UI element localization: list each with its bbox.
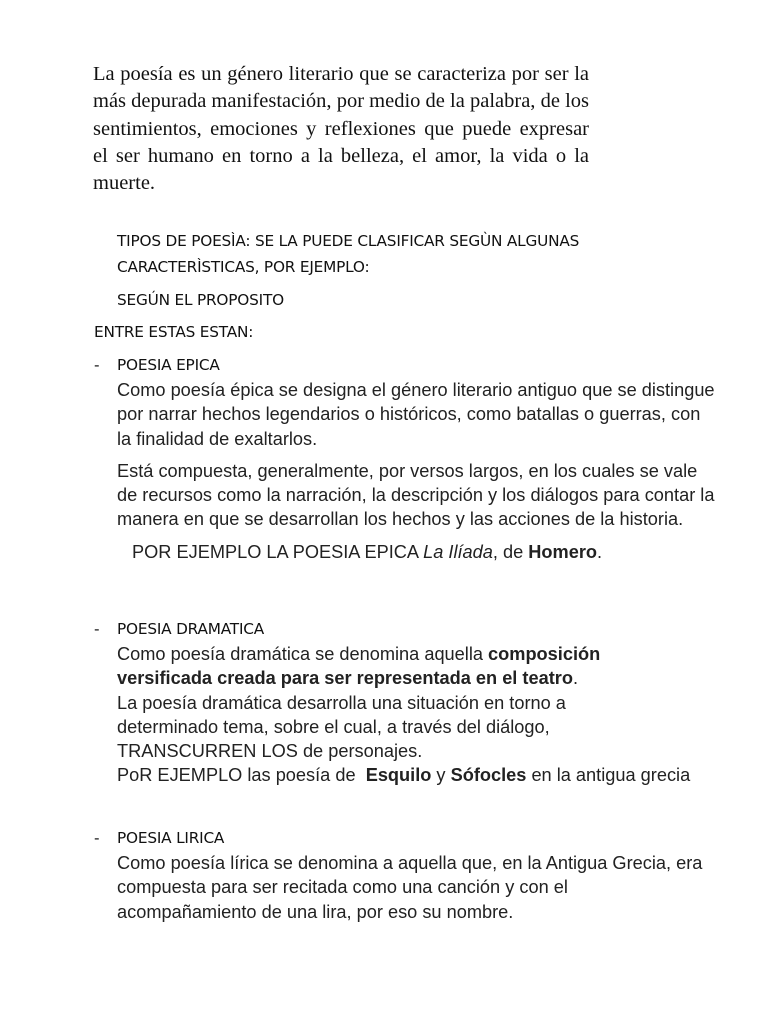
dramatica-p1-prefix: Como poesía dramática se denomina aquella [117, 644, 489, 664]
epica-example-work: La Ilíada [423, 541, 493, 562]
epica-heading: POESIA EPICA [117, 356, 220, 374]
bullet-dash: - [94, 356, 100, 374]
dramatica-p1-bold: composición versificada creada para ser representada en el teatro [117, 644, 601, 689]
epica-paragraph-2: Está compuesta, generalmente, por versos largos, en los cuales se vale de recursos como la narración, la descripción y los diálogos para contar la manera en que se desarrollan los hechos y las acciones de la historia. [117, 460, 715, 530]
section-dramatica [117, 616, 737, 788]
bullet-dash: - [94, 620, 100, 638]
bullet-dash: - [94, 829, 100, 847]
section-lirica [117, 825, 737, 924]
proposito-heading: SEGÚN EL PROPOSITO [117, 291, 284, 309]
epica-example-sep: , de [492, 541, 529, 562]
intro-paragraph: La poesía es un género literario que se caracteriza por ser la más depurada manifestación, por medio de la palabra, de los sentimientos, emociones y reflexiones que puede expresar el ser humano en torno a la belleza, el amor, la vida o la muerte. [93, 63, 589, 195]
epica-example-prefix: POR EJEMPLO LA POESIA EPICA [132, 541, 424, 562]
dramatica-p3-author-2: Sófocles [450, 765, 527, 786]
dramatica-heading: POESIA DRAMATICA [117, 620, 265, 638]
dramatica-p3-author-1: Esquilo [365, 765, 432, 786]
dramatica-p3-prefix: PoR EJEMPLO las poesía de [117, 765, 366, 786]
lirica-paragraph-1: Como poesía lírica se denomina a aquella que, en la Antigua Grecia, era compuesta para ser recitada como una canción y con el acompañamiento de una lira, por eso su nombre. [117, 853, 703, 922]
dramatica-paragraph-3 [117, 763, 707, 787]
section-epica [117, 352, 737, 564]
tipos-line-2: CARACTERÌSTICAS, POR EJEMPLO: [117, 258, 370, 276]
epica-paragraph-1: Como poesía épica se designa el género literario antiguo que se distingue por narrar hechos legendarios o históricos, como batallas o guerras, con la finalidad de exaltarlos. [117, 380, 715, 449]
epica-example-author: Homero [528, 541, 598, 562]
dramatica-paragraph-1 [117, 642, 662, 691]
tipos-line-1: TIPOS DE POESÌA: SE LA PUEDE CLASIFICAR SEGÙN ALGUNAS [117, 232, 580, 250]
dramatica-p3-end: en la antigua grecia [526, 765, 691, 786]
epica-example-end: . [597, 541, 603, 562]
entre-heading: ENTRE ESTAS ESTAN: [94, 323, 254, 341]
epica-example [117, 540, 737, 564]
lirica-heading: POESIA LIRICA [117, 829, 225, 847]
dramatica-paragraph-2: La poesía dramática desarrolla una situación en torno a determinado tema, sobre el cual, a través del diálogo, TRANSCURREN LOS de personajes. [117, 692, 566, 762]
dramatica-p1-end: . [572, 668, 579, 689]
dramatica-p3-and: y [431, 765, 451, 786]
